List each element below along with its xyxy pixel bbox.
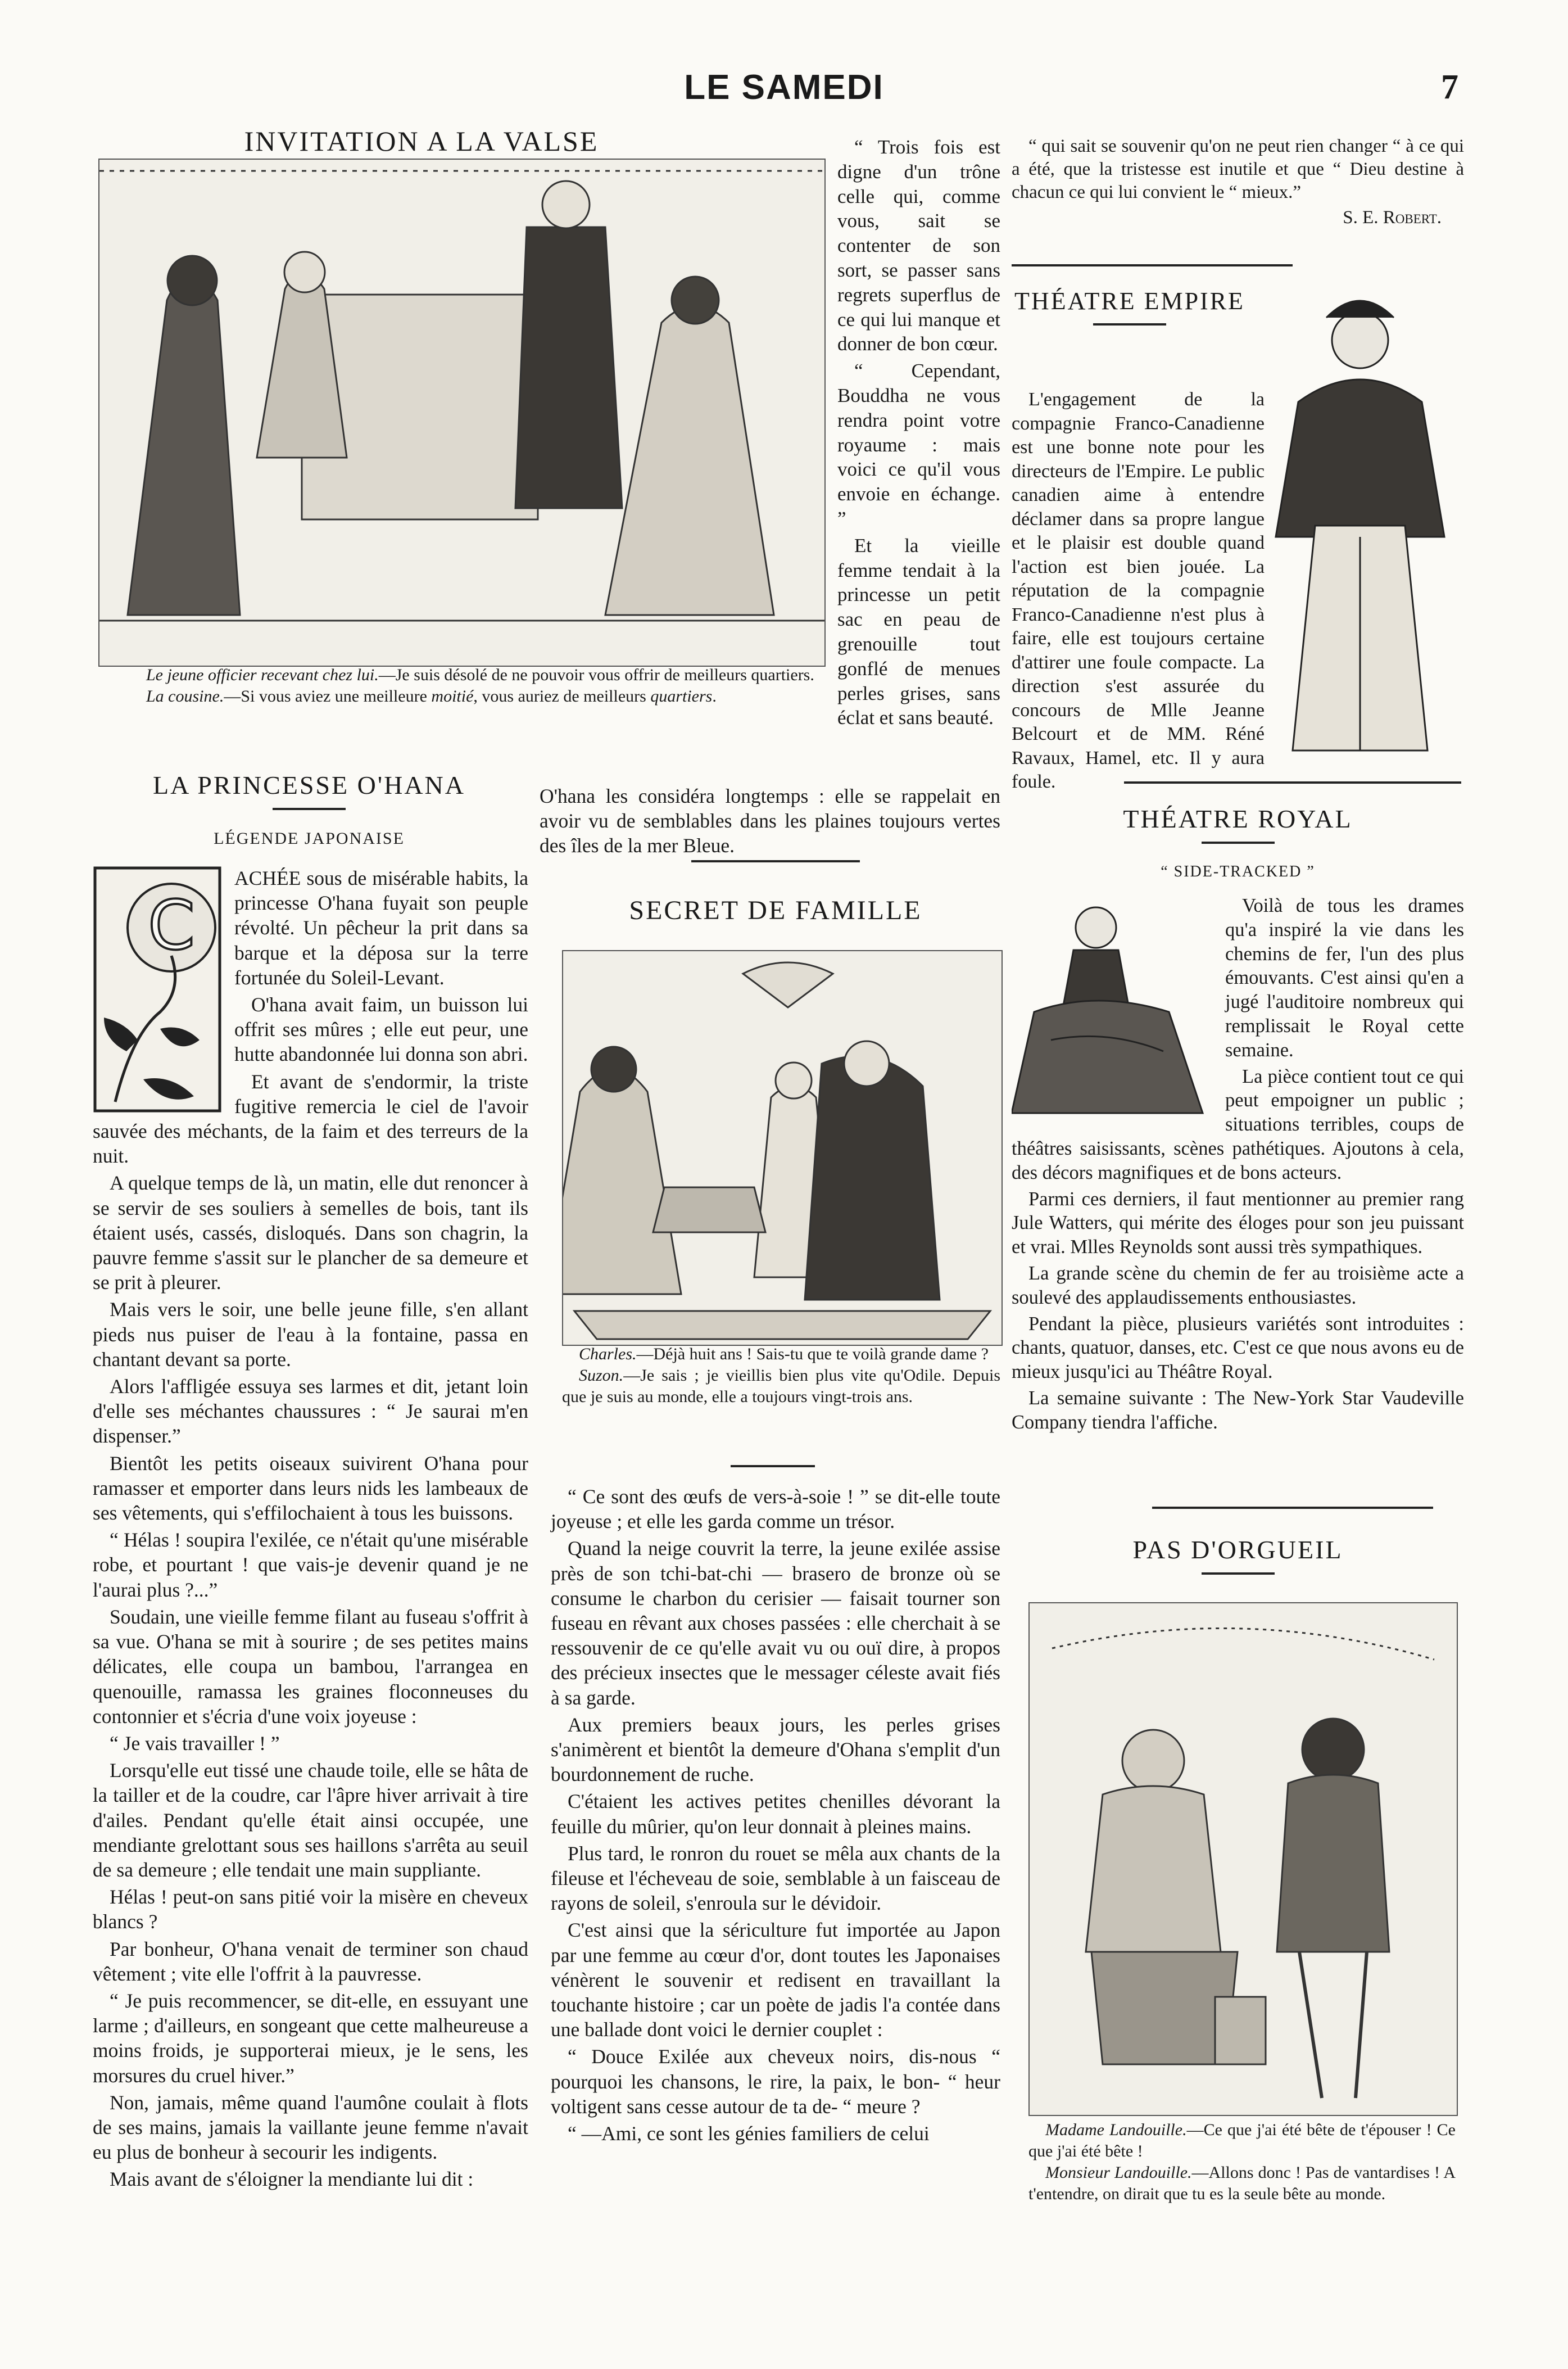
- royal-illustration: [1012, 894, 1214, 1119]
- caption-speaker: La cousine.: [146, 687, 224, 706]
- valse-engraving: [99, 160, 824, 666]
- page-number: 7: [1441, 68, 1458, 106]
- caption-speaker: Monsieur Landouille.: [1045, 2163, 1192, 2182]
- secret-caption: [562, 1344, 1000, 1408]
- ohana-continuation-narrow: [837, 135, 1000, 733]
- ohana-header: [96, 770, 523, 848]
- paragraph: A quelque temps de là, un matin, elle dut renoncer à se servir de ses souliers à semelles de bois, tant ils étaient usés, cassés, disloqués. Dans son chagrin, la pauvre femme s'assit sur le plancher de sa demeure et se prit à pleurer.: [93, 1172, 528, 1294]
- dropcap-letter: C: [148, 887, 195, 965]
- valse-title: INVITATION A LA VALSE: [244, 125, 599, 157]
- caption-italic: quartiers: [650, 687, 713, 706]
- paragraph: O'hana avait faim, un buisson lui offrit ses mûres ; elle eut peur, une hutte abandonnée lui donna son abri.: [234, 993, 528, 1066]
- caption-speaker: Charles.: [579, 1345, 637, 1363]
- paragraph: “ qui sait se souvenir qu'on ne peut rien changer “ à ce qui a été, que la tristesse est inutile et que “ Dieu destine à chacun ce qui lui convient le “ mieux.”: [1012, 136, 1464, 202]
- actress-figure: [1265, 290, 1456, 756]
- divider: [273, 808, 346, 810]
- paragraph: L'engagement de la compagnie Franco-Canadienne est une bonne note pour les directeurs de l'Empire. Le public canadien aime à entendre déclamer dans sa propre langue et le plaisir est double quand l'action est bien jouée. La réputation de la compagnie Franco-Canadienne n'est plus à faire, elle est toujours certaine d'attirer une foule compacte. La direction s'est assurée du concours de Mlle Jeanne Belcourt et de MM. Réné Ravaux, Hamel, etc. Il y aura foule.: [1012, 389, 1265, 792]
- divider-line: [1152, 1507, 1433, 1509]
- royal-subtitle: “ SIDE-TRACKED ”: [1161, 863, 1315, 880]
- paragraph: “ Douce Exilée aux cheveux noirs, dis-nous “ pourquoi les chansons, le rire, la paix, le bon- “ heur voltigent sans cesse autour de ta de- “ meure ?: [551, 2045, 1000, 2118]
- caption-text: —Allons donc ! Pas de vantardises ! A t'entendre, on dirait que tu es la seule bête au monde.: [1028, 2163, 1456, 2203]
- orgueil-engraving: [1030, 1603, 1457, 2115]
- paragraph: Quand la neige couvrit la terre, la jeune exilée assise près de son tchi-bat-chi — brasero de bronze où se consume le charbon du cerisier — faisait tourner son fuseau en rêvant aux choses passées : elle cherchait à se ressouvenir de ce qu'elle avait vu ou ouï dire, à propos des précieux insectes que le messager céleste avait fiés à sa garde.: [551, 1537, 1000, 1709]
- caption-text: —Déjà huit ans ! Sais-tu que te voilà grande dame ?: [636, 1345, 989, 1363]
- caption-text: .: [712, 687, 717, 706]
- paragraph: ACHÉE sous de misérable habits, la princesse O'hana fuyait son peuple révolté. Un pêcheur la prit dans sa barque et la déposa sur la terre fortunée du Soleil-Levant.: [234, 867, 528, 989]
- ohana-column-1: [93, 866, 528, 2194]
- paragraph: Bientôt les petits oiseaux suivirent O'hana pour ramasser et emporter dans leurs nids les lambeaux de ses vêtements, qui s'effilochaient à tous les buissons.: [93, 1452, 528, 1525]
- paragraph: C'est ainsi que la sériculture fut importée au Japon par une femme au cœur d'or, dont toutes les Japonaises vénèrent le souvenir et redisent en travaillant la touchante histoire ; car un poète de jadis l'a contée dans une ballade dont voici le dernier couplet :: [551, 1919, 1000, 2041]
- ohana-title: LA PRINCESSE O'HANA: [152, 771, 465, 799]
- paragraph: Et la vieille femme tendait à la princesse un petit sac en peau de grenouille tout gonflé de menues perles grises, sans éclat et sans beauté.: [837, 534, 1000, 729]
- paragraph: Hélas ! peut-on sans pitié voir la misère en cheveux blancs ?: [93, 1886, 528, 1933]
- valse-caption: [129, 664, 823, 707]
- paragraph: “ Cependant, Bouddha ne vous rendra point votre royaume : mais voici ce qu'il vous envoie en échange. ”: [837, 360, 1000, 530]
- caption-speaker: Madame Landouille.: [1045, 2121, 1187, 2139]
- masthead: [0, 0, 1568, 141]
- empire-illustration: [1265, 290, 1456, 756]
- ohana-column-2: [551, 1484, 1000, 2148]
- royal-article: [1012, 894, 1464, 1437]
- caption-italic: moitié: [431, 687, 474, 706]
- ohana-subtitle: LÉGENDE JAPONAISE: [214, 829, 405, 848]
- caption-text: —Je sais ; je vieillis bien plus vite qu'Odile. Depuis que je suis au monde, elle a toujours vingt-trois ans.: [562, 1366, 1000, 1406]
- paragraph: La semaine suivante : The New-York Star Vaudeville Company tiendra l'affiche.: [1012, 1387, 1464, 1433]
- empire-title: THÉATRE EMPIRE: [1014, 287, 1245, 315]
- paragraph: Soudain, une vieille femme filant au fuseau s'offrit à sa vue. O'hana se mit à sourire ; de ses petites mains délicates, elle coupa un bambou, l'arrangea en quenouille, ramassa les graines floconneuses du contonnier et s'écria d'une voix joyeuse :: [93, 1605, 528, 1728]
- paragraph: Plus tard, le ronron du rouet se mêla aux chants de la fileuse et l'écheveau de soie, semblable à un faisceau de rayons de soleil, s'enroula sur le dévidoir.: [551, 1842, 1000, 1915]
- divider-line: [691, 860, 860, 862]
- paragraph: C'étaient les actives petites chenilles dévorant la feuille du mûrier, qu'on leur donnait à pleines mains.: [551, 1790, 1000, 1838]
- orgueil-header: [1012, 1535, 1464, 1575]
- ohana-column-3: [1012, 135, 1464, 229]
- paragraph: Par bonheur, O'hana venait de terminer son chaud vêtement ; vite elle l'offrit à la pauvresse.: [93, 1937, 528, 1985]
- secret-engraving: [563, 951, 1001, 1345]
- empire-article: [1012, 388, 1265, 797]
- paragraph: Et avant de s'endormir, la triste fugitive remercia le ciel de l'avoir sauvée des méchants, de la faim et des terreurs de la nuit.: [93, 1070, 528, 1168]
- orgueil-title: PAS D'ORGUEIL: [1132, 1535, 1343, 1564]
- paragraph: Aux premiers beaux jours, les perles grises s'animèrent et bientôt la demeure d'Ohana s'emplit d'un bourdonnement de ruche.: [551, 1713, 1000, 1786]
- divider: [1202, 1572, 1275, 1575]
- paragraph: O'hana les considéra longtemps : elle se rappelait en avoir vu de semblables dans les plaines toujours vertes des îles de la mer Bleue.: [540, 785, 1000, 857]
- orgueil-caption: [1028, 2119, 1456, 2205]
- paragraph: La grande scène du chemin de fer au troisième acte a soulevé des applaudissements enthousiastes.: [1012, 1262, 1464, 1308]
- paragraph: Mais vers le soir, une belle jeune fille, s'en allant pieds nus puiser de l'eau à la fontaine, passa en chantant devant sa porte.: [93, 1298, 528, 1371]
- paragraph: Pendant la pièce, plusieurs variétés sont introduites : chants, quatuor, danses, etc. C'est ce que nous avons eu de mieux jusqu'ici au Théâtre Royal.: [1012, 1313, 1464, 1383]
- secret-illustration: [562, 950, 1003, 1346]
- paragraph: “ Je puis recommencer, se dit-elle, en essuyant une larme ; d'ailleurs, en songeant que cette malheureuse a moins froids, je supporterai mieux, je le sens, les morsures du cruel hiver.”: [93, 1989, 528, 2087]
- dancer-figure: [1012, 894, 1214, 1119]
- orgueil-illustration: [1028, 1602, 1458, 2116]
- paragraph: Non, jamais, même quand l'aumône coulait à flots de ses mains, jamais la vaillante jeune femme n'avait eu plus de bonheur à secourir les indigents.: [93, 2091, 528, 2164]
- paragraph: “ —Ami, ce sont les génies familiers de celui: [568, 2122, 930, 2145]
- paragraph: La pièce contient tout ce qui peut empoigner un public ; situations terribles, coups de théâtres saisissants, scènes pathétiques. Ajoutons à cela, des décors magnifiques et de bons acteurs.: [1012, 1065, 1464, 1183]
- divider-line: [1012, 264, 1293, 266]
- paragraph: Voilà de tous les drames qu'a inspiré la vie dans les chemins de fer, l'un des plus émouvants. C'est ainsi qu'en a jugé l'auditoire nombreux qui remplissait le Royal cette semaine.: [1225, 895, 1464, 1061]
- caption-speaker: Le jeune officier recevant chez lui.: [146, 666, 379, 684]
- royal-title: THÉATRE ROYAL: [1123, 804, 1353, 833]
- divider-line: [731, 1465, 815, 1467]
- secret-title: SECRET DE FAMILLE: [629, 896, 922, 925]
- divider: [1093, 323, 1166, 325]
- caption-text: —Je suis désolé de ne pouvoir vous offrir de meilleurs quartiers.: [378, 666, 814, 684]
- caption-speaker: Suzon.: [579, 1366, 624, 1385]
- ohana-continuation-wide: [540, 784, 1000, 861]
- dropcap-c-icon: [93, 866, 222, 1113]
- paragraph: “ Ce sont des œufs de vers-à-soie ! ” se dit-elle toute joyeuse ; et elle les garda comme un trésor.: [551, 1485, 1000, 1533]
- valse-illustration: [98, 159, 826, 667]
- paragraph: Lorsqu'elle eut tissé une chaude toile, elle se hâta de la tailler et de la coudre, car l'âpre hiver arrivait à tire d'ailes. Pendant qu'elle était ainsi occupée, une mendiante grelottant sous ses haillons s'arrêta au seuil de sa demeure ; elle tendait une main suppliante.: [93, 1759, 528, 1881]
- caption-text: , vous auriez de meilleurs: [473, 687, 651, 706]
- royal-header: [1012, 804, 1464, 881]
- paragraph: “ Trois fois est digne d'un trône celle qui, comme vous, sait se contenter de son sort, se passer sans regrets superflus de ce qui lui manque et donner de bon cœur.: [837, 136, 1000, 355]
- caption-text: —Ce que j'ai été bête de t'épouser ! Ce que j'ai été bête !: [1028, 2121, 1456, 2160]
- paragraph: Parmi ces derniers, il faut mentionner au premier rang Jule Watters, qui mérite des éloges pour son jeu puissant et vrai. Mlles Reynolds sont aussi très sympathiques.: [1012, 1188, 1464, 1258]
- caption-text: —Si vous aviez une meilleure: [224, 687, 432, 706]
- newspaper-title: LE SAMEDI: [684, 68, 884, 107]
- paragraph: “ Je vais travailler ! ”: [110, 1731, 280, 1755]
- paragraph: Alors l'affligée essuya ses larmes et dit, jetant loin d'elle ses méchantes chaussures : “ Je saurai m'en dispenser.”: [93, 1375, 528, 1448]
- paragraph: “ Hélas ! soupira l'exilée, ce n'était qu'une misérable robe, et pourtant ! que vais-je devenir quand je ne l'aurai plus ?...”: [93, 1529, 528, 1601]
- paragraph: Mais avant de s'éloigner la mendiante lui dit :: [110, 2168, 474, 2191]
- dropcap-ornament: [93, 866, 222, 1113]
- divider-line: [1124, 781, 1461, 784]
- divider: [1202, 842, 1275, 844]
- signature: S. E. Robert.: [1343, 207, 1442, 228]
